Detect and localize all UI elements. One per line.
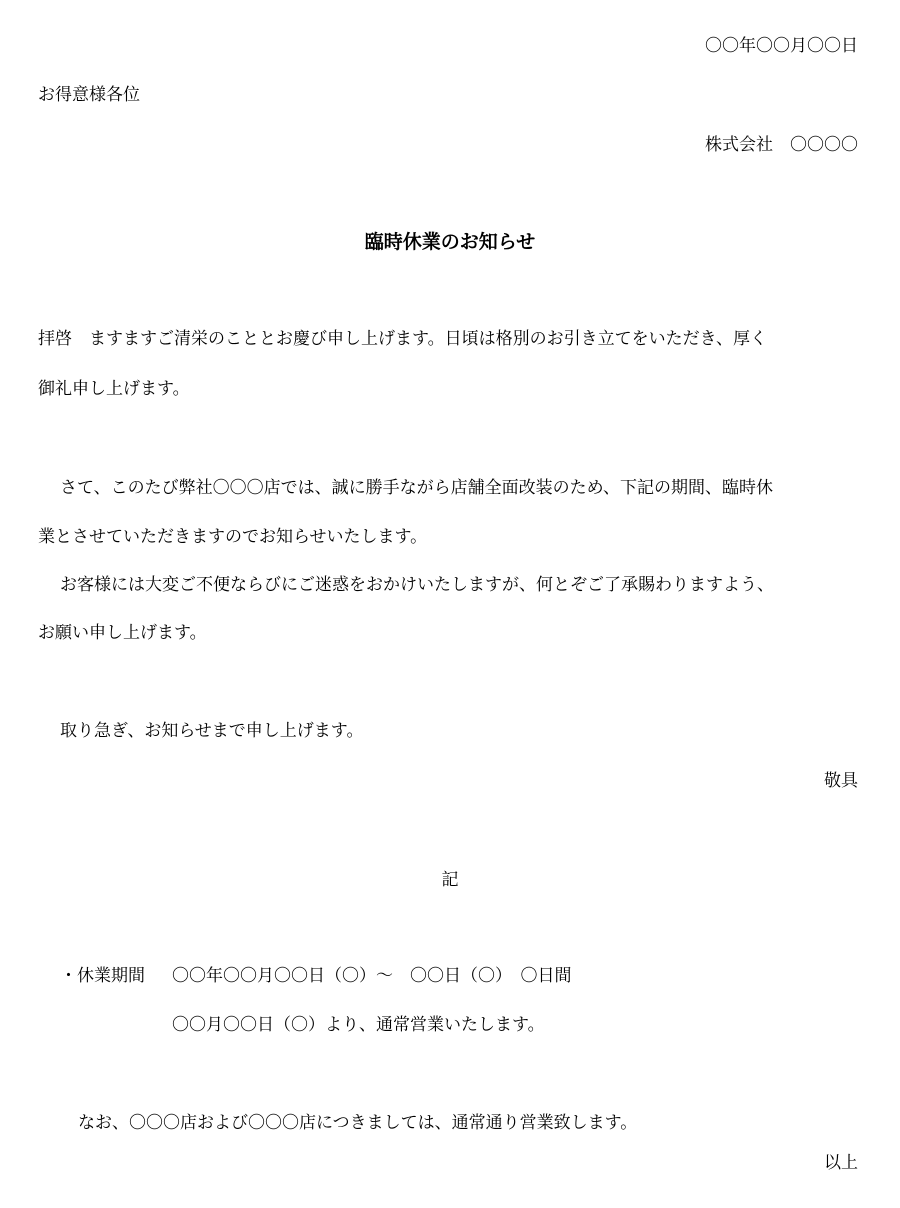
- document-title: 臨時休業のお知らせ: [364, 231, 536, 253]
- greeting-line-1: 拝啓 ますますご清栄のこととお慶び申し上げます。日頃は格別のお引き立てをいただき、厚く: [38, 329, 767, 349]
- other-stores-notice: なお、〇〇〇店および〇〇〇店につきましては、通常通り営業致します。: [78, 1113, 638, 1133]
- paragraph-1-line-1: さて、このたび弊社〇〇〇店では、誠に勝手ながら店舗全面改装のため、下記の期間、臨時休: [60, 478, 773, 498]
- ki-heading: 記: [441, 870, 459, 890]
- end-ijou: 以上: [824, 1153, 858, 1173]
- paragraph-1-line-2: 業とさせていただきますのでお知らせいたします。: [38, 527, 428, 547]
- closing-keigu: 敬具: [824, 771, 858, 791]
- document-date: 〇〇年〇〇月〇〇日: [705, 36, 858, 56]
- paragraph-2-line-2: お願い申し上げます。: [38, 623, 207, 643]
- sender-company: 株式会社 〇〇〇〇: [705, 135, 858, 155]
- paragraph-3: 取り急ぎ、お知らせまで申し上げます。: [60, 721, 364, 741]
- period-label: ・休業期間: [60, 966, 145, 986]
- resume-notice: 〇〇月〇〇日（〇）より、通常営業いたします。: [172, 1015, 545, 1035]
- period-value: 〇〇年〇〇月〇〇日（〇）～ 〇〇日（〇） 〇日間: [172, 966, 572, 986]
- paragraph-2-line-1: お客様には大変ご不便ならびにご迷惑をおかけいたしますが、何とぞご了承賜わりますよう、: [60, 575, 774, 595]
- greeting-line-2: 御礼申し上げます。: [38, 379, 190, 399]
- recipient: お得意様各位: [38, 85, 140, 105]
